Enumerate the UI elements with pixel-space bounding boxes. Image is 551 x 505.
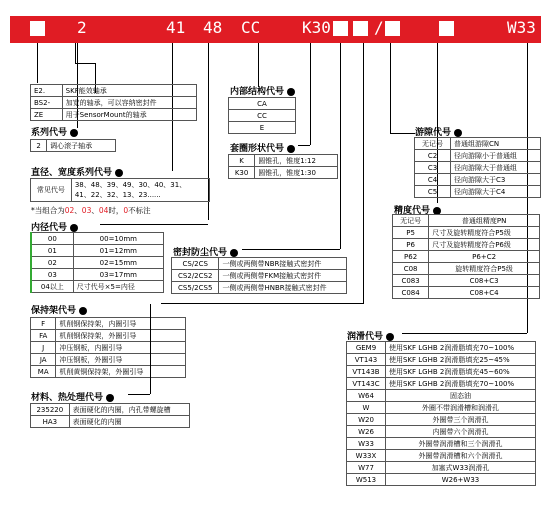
- table-row: [31, 97, 197, 109]
- lube-table: [346, 341, 536, 486]
- code-series: 2: [77, 18, 87, 37]
- bullet-icon: [79, 307, 87, 315]
- table-row: C083 C08+C3: [393, 275, 540, 287]
- dim-series-note: *当组合为02、03、04时，0不标注: [31, 206, 151, 215]
- table-row: 01 01=12mm: [31, 245, 164, 257]
- table-row: VT143C 使用SKF LGHB 2润滑脂填充70~100%: [347, 378, 536, 390]
- table-row: W 外圈不带润滑槽和润滑孔: [347, 402, 536, 414]
- cage-header: 保持架代号: [31, 303, 87, 316]
- table-row: K30 圆锥孔，锥度1:30: [229, 167, 338, 179]
- bullet-icon: [454, 129, 462, 137]
- material-header: 材料、热处理代号: [31, 390, 114, 403]
- internal-table: [228, 97, 296, 134]
- table-row: 00 00=10mm: [31, 233, 164, 245]
- table-row: W26 内圈带六个润滑孔: [347, 426, 536, 438]
- bullet-icon: [287, 145, 295, 153]
- table-row: W513 W26+W33: [347, 474, 536, 486]
- table-row: W64 固态油: [347, 390, 536, 402]
- internal-header: 内部结构代号: [230, 84, 295, 97]
- table-row: 2 调心滚子轴承: [31, 140, 116, 152]
- table-row: W33 外圈带润滑槽和三个润滑孔: [347, 438, 536, 450]
- prefix-code: ZE: [31, 109, 63, 121]
- seal-table: [171, 257, 347, 294]
- bullet-icon: [70, 224, 78, 232]
- bore-header: 内径代号: [31, 220, 78, 233]
- table-row: P6 尺寸及旋转精度符合P6级: [393, 239, 540, 251]
- table-row: W20 外圈带三个润滑孔: [347, 414, 536, 426]
- table-row: 03 03=17mm: [31, 269, 164, 281]
- prefix-code: BS2-: [31, 97, 63, 109]
- series-header: 系列代号: [31, 125, 78, 138]
- table-row: C2 径向游隙小于普通组: [415, 150, 541, 162]
- clearance-table: [414, 137, 541, 198]
- code-square-clearance: [385, 21, 400, 36]
- code-lube: W33: [507, 18, 536, 37]
- table-row: K 圆锥孔，锥度1:12: [229, 155, 338, 167]
- table-row: VT143 使用SKF LGHB 2润滑脂填充25~45%: [347, 354, 536, 366]
- prefix-desc: 用于SensorMount的轴承: [62, 109, 196, 121]
- bullet-icon: [115, 169, 123, 177]
- table-row: E: [229, 122, 296, 134]
- table-row: CS/2CS 一侧或两侧带NBR接触式密封件: [172, 258, 347, 270]
- code-square-precision: [439, 21, 454, 36]
- code-square-cage: [353, 21, 368, 36]
- prefix-code: E2.: [31, 85, 63, 97]
- precision-table: [392, 214, 540, 299]
- bore-shape-header: 套圈形状代号: [230, 141, 295, 154]
- table-row: F 机削钢保持架，内圈引导: [31, 318, 186, 330]
- table-row: 无记号 普通组游隙CN: [415, 138, 541, 150]
- table-row: 04以上 尺寸代号×5=内径: [31, 281, 164, 293]
- bullet-icon: [230, 249, 238, 257]
- table-row: C5 径向游隙大于C4: [415, 186, 541, 198]
- table-row: JA 冲压钢板，外圈引导: [31, 354, 186, 366]
- code-bore: 48: [203, 18, 223, 37]
- table-row: 无记号 普通组精度PN: [393, 215, 540, 227]
- table-row: HA3 表面硬化的内圈: [31, 416, 190, 428]
- table-row: [31, 109, 197, 121]
- bore-table: [30, 232, 164, 293]
- table-row: P5 尺寸及旋转精度符合P5级: [393, 227, 540, 239]
- table-row: J 冲压钢板，内圈引导: [31, 342, 186, 354]
- code-square-prefix: [30, 21, 45, 36]
- table-row: CS5/2CS5 一侧或两侧带HNBR接触式密封件: [172, 282, 347, 294]
- table-row: FA 机削钢保持架，外圈引导: [31, 330, 186, 342]
- dim-series-header: 直径、宽度系列代号: [31, 165, 123, 178]
- table-row: C3 径向游隙大于普通组: [415, 162, 541, 174]
- dim-series-table: [30, 178, 210, 202]
- code-slash: /: [374, 18, 384, 37]
- bullet-icon: [386, 333, 394, 341]
- bullet-icon: [70, 129, 78, 137]
- table-row: 常见代号 38、48、39、49、30、40、31、 41、22、32、13、23......: [31, 179, 210, 202]
- prefix-desc: SKF能效轴承: [62, 85, 196, 97]
- table-row: [31, 85, 197, 97]
- code-dim: 41: [166, 18, 186, 37]
- bore-shape-table: [228, 154, 338, 179]
- cage-table: [30, 317, 186, 378]
- table-row: MA 机削黄铜保持架，外圈引导: [31, 366, 186, 378]
- table-row: GEM9 使用SKF LGHB 2润滑脂填充70~100%: [347, 342, 536, 354]
- table-row: P62 P6+C2: [393, 251, 540, 263]
- prefix-table: [30, 84, 197, 121]
- table-row: CA: [229, 98, 296, 110]
- table-row: C4 径向游隙大于C3: [415, 174, 541, 186]
- code-internal: CC: [241, 18, 261, 37]
- table-row: 235220 表面硬化的内圈，内孔带螺旋槽: [31, 404, 190, 416]
- prefix-desc: 加宽的轴承，可以容纳密封件: [62, 97, 196, 109]
- table-row: 02 02=15mm: [31, 257, 164, 269]
- material-table: [30, 403, 190, 428]
- table-row: C08 旋转精度符合P5级: [393, 263, 540, 275]
- table-row: VT143B 使用SKF LGHB 2润滑脂填充45~60%: [347, 366, 536, 378]
- table-row: CC: [229, 110, 296, 122]
- lube-header: 润滑代号: [347, 329, 394, 342]
- table-row: C084 C08+C4: [393, 287, 540, 299]
- precision-header: 精度代号: [394, 203, 441, 216]
- bullet-icon: [287, 88, 295, 96]
- bullet-icon: [106, 394, 114, 402]
- series-table: [30, 139, 116, 152]
- code-bar: [10, 16, 541, 43]
- table-row: W33X 外圈带润滑槽和六个润滑孔: [347, 450, 536, 462]
- code-square-seal: [333, 21, 348, 36]
- clearance-header: 游隙代号: [415, 125, 462, 138]
- code-shape: K30: [302, 18, 331, 37]
- table-row: CS2/2CS2 一侧或两侧带FKM接触式密封件: [172, 270, 347, 282]
- table-row: W77 加塞式W33润滑孔: [347, 462, 536, 474]
- seal-header: 密封防尘代号: [173, 245, 238, 258]
